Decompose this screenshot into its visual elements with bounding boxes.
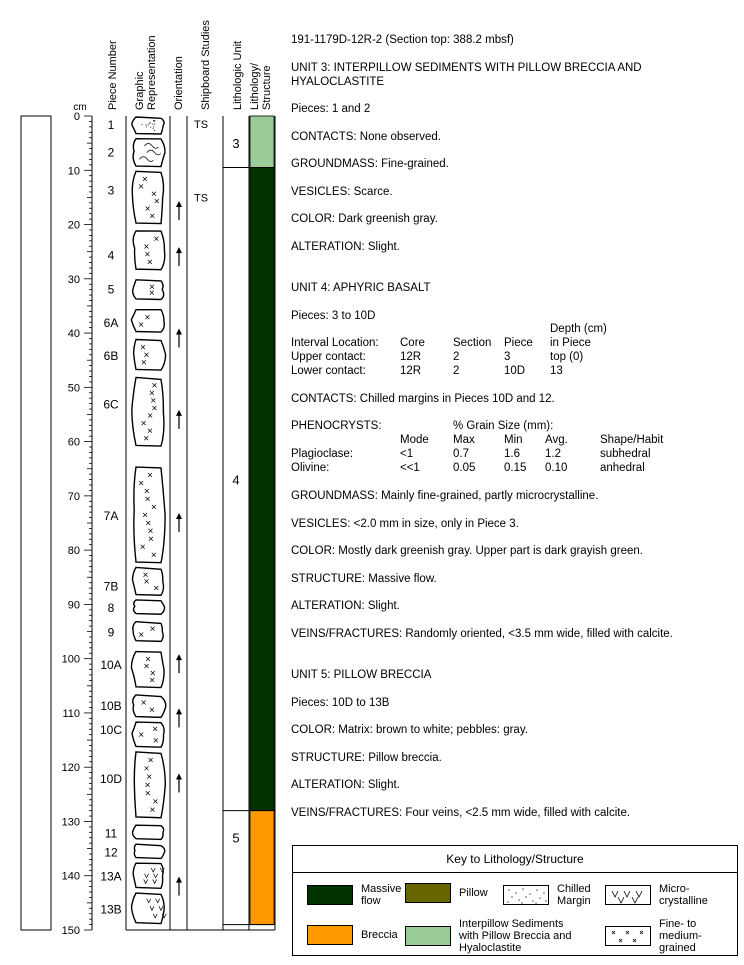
- olivine-max: 0.05: [453, 462, 476, 474]
- unit3-contacts: CONTACTS: None observed.: [291, 131, 441, 143]
- depth-label: 30: [67, 273, 80, 286]
- texture-mark: [153, 128, 154, 129]
- depth-label: 80: [67, 545, 80, 558]
- olivine-min: 0.15: [504, 462, 527, 474]
- lithology-interpillow: [250, 116, 274, 168]
- unit5-alteration: ALTERATION: Slight.: [291, 779, 400, 791]
- mode-header: Mode: [400, 434, 429, 446]
- key-chilled-margin: [503, 883, 591, 907]
- fine-label-1: Fine- to: [659, 918, 697, 930]
- unit3-color: COLOR: Dark greenish gray.: [291, 213, 438, 225]
- chilled-label-1: Chilled: [557, 883, 591, 895]
- key-pillow: [405, 883, 488, 903]
- depth-label: 110: [62, 707, 80, 720]
- plagioclase-max: 0.7: [453, 448, 469, 460]
- header-lith-struct-1: Lithology/: [249, 62, 261, 110]
- interval-label: Interval Location:: [291, 337, 379, 349]
- plagioclase-min: 1.6: [504, 448, 520, 460]
- orientation-arrowhead: [176, 654, 182, 660]
- lower-piece: 10D: [504, 365, 526, 377]
- core-header: Core: [400, 337, 425, 349]
- unit3-vesicles: VESICLES: Scarce.: [291, 186, 393, 198]
- unit4-alteration: ALTERATION: Slight.: [291, 600, 400, 612]
- lower-section: 2: [453, 365, 460, 377]
- piece-outline: [131, 652, 164, 688]
- unit5-pieces: Pieces: 10D to 13B: [291, 697, 390, 709]
- header-orientation: Orientation: [173, 56, 185, 110]
- breccia-label: Breccia: [361, 929, 398, 941]
- graphic-representation: [131, 117, 166, 924]
- piece-number: 1: [107, 118, 115, 133]
- avg-header: Avg.: [545, 434, 568, 446]
- piece-outline: [133, 825, 164, 839]
- piece-number: 10C: [99, 723, 123, 738]
- unit4-structure: STRUCTURE: Massive flow.: [291, 573, 437, 585]
- orientation-arrowhead: [176, 247, 182, 253]
- header-piece-number: Piece Number: [107, 40, 119, 110]
- shipboard-studies: [194, 119, 208, 204]
- massive-label-2: flow: [361, 895, 381, 907]
- orientation-arrowhead: [176, 773, 182, 779]
- header-graphic-2: Representation: [146, 35, 158, 110]
- section-header: 191-1179D-12R-2 (Section top: 388.2 mbsf): [291, 34, 514, 46]
- piece-number: 4: [107, 248, 115, 263]
- unit5-structure: STRUCTURE: Pillow breccia.: [291, 752, 442, 764]
- header-shipboard: Shipboard Studies: [200, 20, 212, 110]
- depth-label: 150: [61, 925, 80, 937]
- unit4-title: UNIT 4: APHYRIC BASALT: [291, 282, 431, 294]
- pillow-label: Pillow: [459, 887, 488, 899]
- depth-header-2: in Piece: [550, 337, 591, 349]
- texture-mark: [145, 124, 146, 125]
- core-log-graphic: [0, 0, 290, 965]
- key-interpillow: [405, 918, 572, 954]
- texture-mark: [148, 124, 149, 125]
- piece-number: 11: [104, 826, 118, 841]
- unit5-veins: VEINS/FRACTURES: Four veins, <2.5 mm wide, filled with calcite.: [291, 807, 631, 819]
- upper-core: 12R: [400, 351, 422, 363]
- unit5-color: COLOR: Matrix: brown to white; pebbles: gray.: [291, 724, 528, 736]
- piece-number: 6B: [103, 348, 119, 363]
- piece-outline: [133, 695, 166, 717]
- piece-numbers: [100, 118, 122, 916]
- unit-label: 5: [232, 830, 240, 846]
- orientation-arrows: [176, 201, 182, 896]
- unit4-veins: VEINS/FRACTURES: Randomly oriented, <3.5 mm wide, filled with calcite.: [291, 628, 673, 640]
- header-lith-struct-2: Structure: [261, 65, 273, 110]
- piece-number: 6A: [103, 316, 119, 331]
- piece-outline: [132, 722, 164, 747]
- orientation-arrowhead: [176, 201, 182, 207]
- unit-label: 4: [232, 472, 240, 488]
- piece-number: 7B: [103, 579, 119, 594]
- texture-mark: [154, 124, 155, 125]
- phenocrysts-label: PHENOCRYSTS:: [291, 420, 382, 432]
- unit4-vesicles: VESICLES: <2.0 mm in size, only in Piece 3.: [291, 518, 519, 530]
- olivine-avg: 0.10: [545, 462, 568, 474]
- piece-outline: [133, 622, 163, 642]
- piece-outline: [134, 339, 166, 370]
- lower-core: 12R: [400, 365, 422, 377]
- lithology-massive: [250, 168, 274, 811]
- orientation-arrowhead: [176, 328, 182, 334]
- plagioclase-shape: subhedral: [600, 448, 651, 460]
- chilled-margin-swatch: [503, 885, 549, 905]
- piece-outline: [134, 467, 165, 563]
- unit5-title: UNIT 5: PILLOW BRECCIA: [291, 669, 432, 681]
- olivine-mode: <<1: [400, 462, 420, 474]
- piece-number: 9: [107, 625, 115, 640]
- texture-mark: [154, 130, 155, 131]
- piece-outline: [133, 231, 165, 270]
- key-breccia: [307, 925, 398, 945]
- plagioclase-label: Plagioclase:: [291, 448, 354, 460]
- upper-section: 2: [453, 351, 460, 363]
- grain-size-header: % Grain Size (mm):: [453, 420, 554, 432]
- orientation-arrowhead: [176, 410, 182, 416]
- piece-number: 10D: [99, 772, 123, 787]
- unit4-pieces: Pieces: 3 to 10D: [291, 310, 376, 322]
- key-massive-flow: [307, 883, 401, 907]
- depth-label: 140: [61, 870, 80, 883]
- piece-number: 13B: [100, 902, 122, 917]
- piece-number: 12: [104, 845, 118, 860]
- interpillow-label-2: with Pillow Breccia and: [459, 930, 572, 942]
- depth-label: 40: [67, 328, 80, 341]
- unit4-contacts: CONTACTS: Chilled margins in Pieces 10D and 12.: [291, 393, 555, 405]
- depth-label: 0: [73, 111, 80, 123]
- lithology-column: [250, 116, 274, 925]
- massive-label-1: Massive: [361, 883, 402, 895]
- orientation-arrowhead: [176, 513, 182, 519]
- unit3-title: UNIT 3: INTERPILLOW SEDIMENTS WITH PILLOW BRECCIA AND: [291, 62, 642, 74]
- depth-scale: [62, 111, 92, 937]
- fine-label-3: grained: [659, 942, 696, 954]
- olivine-label: Olivine:: [291, 462, 330, 474]
- texture-mark: [154, 120, 155, 121]
- upper-contact-label: Upper contact:: [291, 351, 366, 363]
- piece-outline: [133, 863, 163, 888]
- key-title: Key to Lithology/Structure: [293, 846, 737, 873]
- piece-number: 6C: [103, 397, 119, 412]
- depth-label: 120: [61, 762, 80, 775]
- key-fine-grained: [605, 918, 702, 954]
- piece-outline: [132, 171, 163, 223]
- piece-outline: [133, 280, 164, 300]
- piece-outline: [132, 567, 163, 595]
- texture-mark: [149, 123, 150, 124]
- texture-mark: [150, 127, 151, 128]
- micro-label-1: Micro-: [659, 883, 690, 895]
- texture-mark: [146, 126, 147, 127]
- piece-number: 10A: [100, 658, 122, 673]
- piece-outline: [134, 844, 164, 858]
- plagioclase-avg: 1.2: [545, 448, 561, 460]
- fine-grained-swatch: [605, 926, 651, 946]
- unit3-title-cont: HYALOCLASTITE: [291, 76, 385, 88]
- interpillow-label-1: Interpillow Sediments: [459, 918, 564, 930]
- breccia-swatch: [307, 925, 353, 945]
- interpillow-label-3: Hyaloclastite: [459, 942, 522, 954]
- piece-outline: [134, 752, 165, 818]
- depth-header-1: Depth (cm): [550, 323, 607, 335]
- olivine-shape: anhedral: [600, 462, 645, 474]
- lower-depth: 13: [550, 365, 563, 377]
- microcrystalline-swatch: [605, 885, 651, 905]
- shape-header: Shape/Habit: [600, 434, 664, 446]
- piece-header: Piece: [504, 337, 533, 349]
- piece-number: 8: [107, 601, 115, 616]
- fine-label-2: medium-: [659, 930, 702, 942]
- unit-label: 3: [232, 136, 240, 152]
- texture-mark: [152, 123, 153, 124]
- section-header-col: Section: [453, 337, 492, 349]
- unit4-groundmass: GROUNDMASS: Mainly fine-grained, partly microcrystalline.: [291, 490, 599, 502]
- shipboard-sample: TS: [193, 192, 209, 205]
- piece-number: 3: [107, 183, 115, 198]
- key-microcrystalline: [605, 883, 708, 907]
- core-recovery-bar: [21, 116, 51, 930]
- depth-label: 130: [61, 816, 80, 829]
- lower-contact-label: Lower contact:: [291, 365, 366, 377]
- massive-flow-swatch: [307, 885, 353, 905]
- lithology-key: [292, 845, 738, 956]
- unit3-alteration: ALTERATION: Slight.: [291, 241, 400, 253]
- depth-label: 100: [61, 653, 80, 666]
- lithology-breccia: [250, 811, 274, 925]
- orientation-arrowhead: [176, 708, 182, 714]
- chilled-label-2: Margin: [557, 895, 591, 907]
- micro-label-2: crystalline: [659, 895, 708, 907]
- unit4-color: COLOR: Mostly dark greenish gray. Upper part is dark grayish green.: [291, 545, 643, 557]
- plagioclase-mode: <1: [400, 448, 414, 460]
- texture-mark: [150, 122, 151, 123]
- piece-outline: [132, 117, 164, 134]
- depth-label: 20: [67, 219, 80, 232]
- pillow-swatch: [405, 883, 451, 903]
- depth-label: 90: [67, 599, 80, 612]
- texture-mark: [153, 126, 154, 127]
- depth-label: 60: [67, 436, 80, 449]
- depth-label: 70: [67, 490, 80, 503]
- upper-depth: top (0): [550, 351, 584, 363]
- piece-outline: [131, 310, 164, 332]
- piece-number: 13A: [100, 869, 122, 884]
- piece-outline: [132, 377, 164, 446]
- header-graphic-1: Graphic: [134, 71, 146, 110]
- piece-number: 10B: [100, 698, 122, 713]
- piece-outline: [133, 139, 165, 167]
- shipboard-sample: TS: [193, 119, 209, 132]
- orientation-arrowhead: [176, 877, 182, 883]
- header-lithologic-unit: Lithologic Unit: [232, 40, 244, 110]
- upper-piece: 3: [504, 351, 511, 363]
- depth-unit-label: cm: [73, 102, 87, 113]
- piece-outline: [133, 600, 164, 614]
- min-header: Min: [504, 434, 523, 446]
- piece-outline: [132, 893, 165, 924]
- unit3-groundmass: GROUNDMASS: Fine-grained.: [291, 158, 449, 170]
- piece-number: 7A: [103, 508, 119, 523]
- depth-label: 50: [67, 382, 80, 395]
- max-header: Max: [453, 434, 475, 446]
- interpillow-swatch: [405, 926, 451, 946]
- piece-number: 2: [107, 145, 115, 160]
- piece-number: 5: [107, 282, 115, 297]
- texture-mark: [141, 124, 142, 125]
- depth-label: 10: [67, 165, 80, 178]
- unit3-pieces: Pieces: 1 and 2: [291, 103, 371, 115]
